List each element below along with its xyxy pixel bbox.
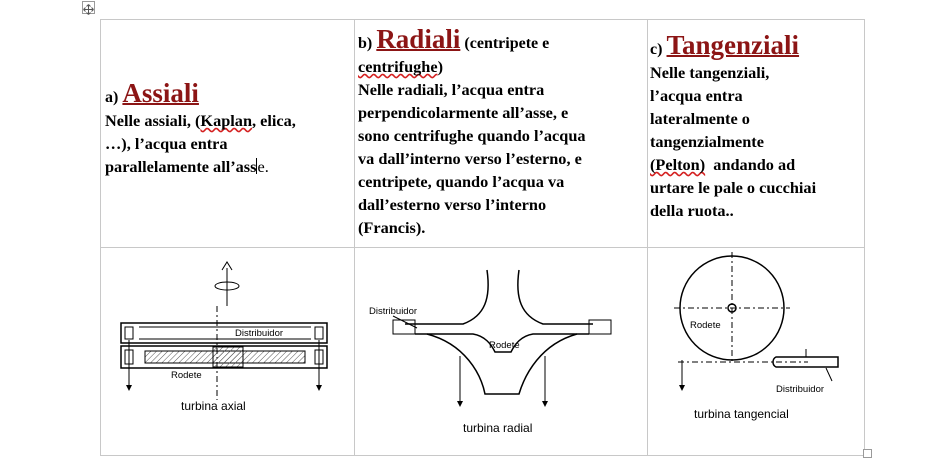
tangential-caption: turbina tangencial [694,407,789,421]
tangential-rodete-label: Rodete [690,320,721,331]
cell-radial-text[interactable] [355,20,648,248]
table-move-handle[interactable] [82,1,95,14]
tangential-line2: l’acqua entra [650,86,743,105]
cell-tangential-figure[interactable] [648,248,865,456]
move-arrows-icon [83,4,94,15]
tangential-line4: tangenzialmente [650,132,764,151]
axial-line3b: e. [257,157,269,176]
tangential-pelton: (Pelton) [650,155,706,174]
axial-line2: …), l’acqua entra [105,134,228,153]
radial-heading-suffix: (centripete e [464,35,550,52]
axial-rodete-label: Rodete [171,370,202,381]
axial-prefix: a) [105,89,119,106]
tangential-line3: lateralmente o [650,109,750,128]
tangential-heading: Tangenziali [666,30,800,60]
axial-turbine-diagram [101,248,354,450]
tangential-line7: della ruota.. [650,201,734,220]
axial-heading: Assiali [122,78,199,108]
cell-tangential-text[interactable] [648,20,865,248]
radial-line1: Nelle radiali, l’acqua entra [358,80,545,99]
tangential-distribuidor-label: Distribuidor [776,384,825,395]
radial-paragraph [358,24,650,239]
axial-kaplan: Kaplan [200,111,253,130]
axial-caption: turbina axial [181,399,246,413]
radial-line2: perpendicolarmente all’asse, e [358,103,569,122]
tangential-line6: urtare le pale o cucchiai [650,178,817,197]
radial-prefix: b) [358,35,373,52]
tangential-line5b: andando ad [713,155,796,174]
radial-line7: (Francis). [358,218,426,237]
radial-distribuidor-label: Distribuidor [369,306,418,317]
radial-rodete-label: Rodete [489,340,520,351]
rodete-part [121,346,327,368]
radial-leader-line [393,316,417,328]
table-resize-handle[interactable] [863,449,872,458]
axial-distribuidor-label: Distribuidor [235,328,284,339]
tangential-leader-line [826,368,832,381]
axial-line1b: , elica, [252,111,296,130]
radial-caption: turbina radial [463,421,533,435]
axial-line1a: Nelle assiali, ( [105,111,201,130]
cell-axial-figure[interactable] [101,248,355,456]
radial-line4: va dall’interno verso l’esterno, e [358,149,582,168]
text-row [101,20,865,248]
figure-row [101,248,865,456]
cell-radial-figure[interactable] [355,248,648,456]
tangential-line1: Nelle tangenziali, [650,63,770,82]
axial-paragraph [105,78,355,178]
radial-line3: sono centrifughe quando l’acqua [358,126,586,145]
turbine-table [100,19,865,456]
radial-shroud [393,270,611,334]
pelton-wheel [674,252,790,364]
distribuidor-part [121,323,327,343]
tangential-paragraph [650,30,866,222]
radial-line6: dall’esterno verso l’interno [358,195,547,214]
radial-close-paren: ) [437,57,443,76]
tangential-prefix: c) [650,41,663,58]
cell-axial-text[interactable] [101,20,355,248]
axial-line3a: parallelamente all’ass [105,157,257,176]
radial-line5: centripete, quando l’acqua va [358,172,565,191]
nozzle-distribuidor [773,349,838,367]
tangential-turbine-diagram [648,248,864,450]
radial-heading: Radiali [376,24,461,54]
radial-turbine-diagram [355,248,647,450]
radial-centrifughe: centrifughe [358,57,438,76]
